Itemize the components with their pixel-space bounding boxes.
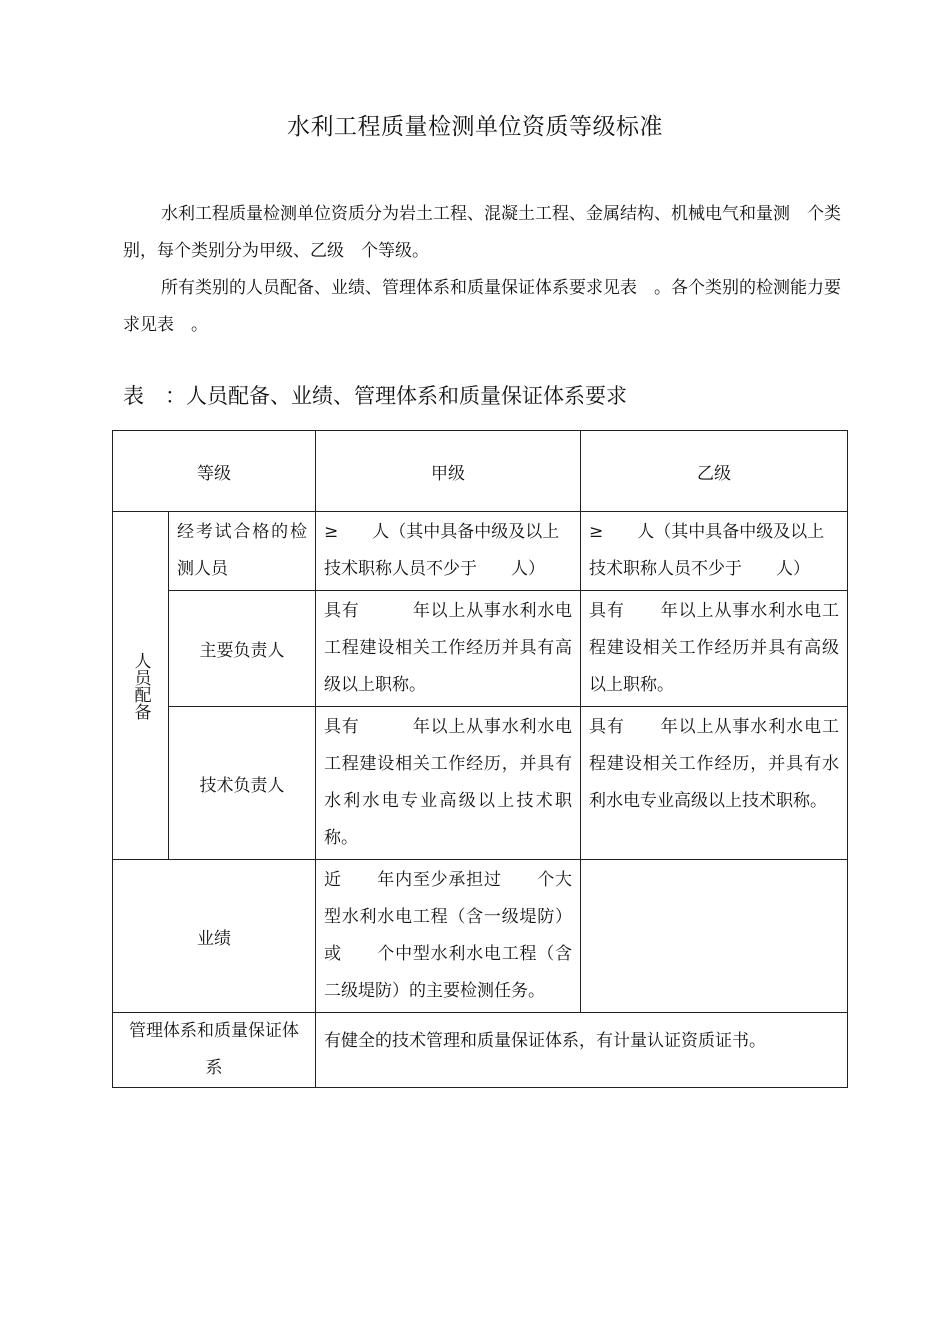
- table-row: [113, 707, 848, 860]
- qualified-staff-grade-a-text: ≥ 人（其中具备中级及以上技术职称人员不少于 人）: [324, 522, 560, 579]
- management-label-cell: [113, 1013, 316, 1088]
- table-row: [113, 1013, 848, 1088]
- table-header-row: [113, 431, 848, 512]
- table-row: [113, 860, 848, 1013]
- main-leader-grade-a: [316, 591, 581, 707]
- tech-leader-grade-a: [316, 707, 581, 860]
- header-grade-a: 甲级: [316, 431, 581, 512]
- qualified-staff-grade-a: [316, 512, 581, 591]
- main-leader-grade-a-text: 具有 年以上从事水利水电工程建设相关工作经历并具有高级以上职称。: [324, 601, 572, 695]
- main-leader-label: 主要负责人: [169, 591, 316, 707]
- personnel-group-cell: [113, 512, 169, 860]
- performance-grade-b-text: [581, 860, 847, 864]
- table-row: [113, 512, 848, 591]
- performance-grade-b: [581, 860, 848, 1013]
- main-leader-grade-b-text: 具有 年以上从事水利水电工程建设相关工作经历并具有高级以上职称。: [589, 601, 839, 695]
- tech-leader-label: 技术负责人: [169, 707, 316, 860]
- performance-grade-a: [316, 860, 581, 1013]
- table-row: [113, 591, 848, 707]
- management-value-text: 有健全的技术管理和质量保证体系，有计量认证资质证书。: [324, 1031, 766, 1051]
- tech-leader-grade-b: [581, 707, 848, 860]
- page-title: 水利工程质量检测单位资质等级标准: [287, 114, 663, 140]
- header-grade-b: 乙级: [581, 431, 848, 512]
- management-label: 管理体系和质量保证体系: [129, 1021, 299, 1078]
- main-leader-grade-b: [581, 591, 848, 707]
- requirements-paragraph: 所有类别的人员配备、业绩、管理体系和质量保证体系要求见表 。各个类别的检测能力要求见表 。: [123, 278, 841, 335]
- qualified-staff-label: 经考试合格的检测人员: [177, 522, 307, 579]
- personnel-group-label: 人员配备: [130, 651, 151, 720]
- tech-leader-grade-a-text: 具有 年以上从事水利水电工程建设相关工作经历，并具有水利水电专业高级以上技术职称。: [324, 717, 572, 848]
- qualified-staff-grade-b-text: ≥ 人（其中具备中级及以上技术职称人员不少于 人）: [589, 522, 825, 579]
- requirements-table: [112, 430, 848, 1088]
- table-caption: 表 ：人员配备、业绩、管理体系和质量保证体系要求: [123, 384, 627, 408]
- header-level: 等级: [113, 431, 316, 512]
- intro-paragraph: 水利工程质量检测单位资质分为岩土工程、混凝土工程、金属结构、机械电气和量测 个类别，每个类别分为甲级、乙级 个等级。: [123, 204, 841, 261]
- qualified-staff-grade-b: [581, 512, 848, 591]
- management-value: [316, 1013, 848, 1088]
- tech-leader-grade-b-text: 具有 年以上从事水利水电工程建设相关工作经历，并具有水利水电专业高级以上技术职称。: [589, 717, 839, 811]
- qualified-staff-label-cell: [169, 512, 316, 591]
- performance-grade-a-text: 近 年内至少承担过 个大型水利水电工程（含一级堤防）或 个中型水利水电工程（含二级堤防）的主要检测任务。: [324, 870, 572, 1001]
- performance-label: 业绩: [113, 860, 316, 1013]
